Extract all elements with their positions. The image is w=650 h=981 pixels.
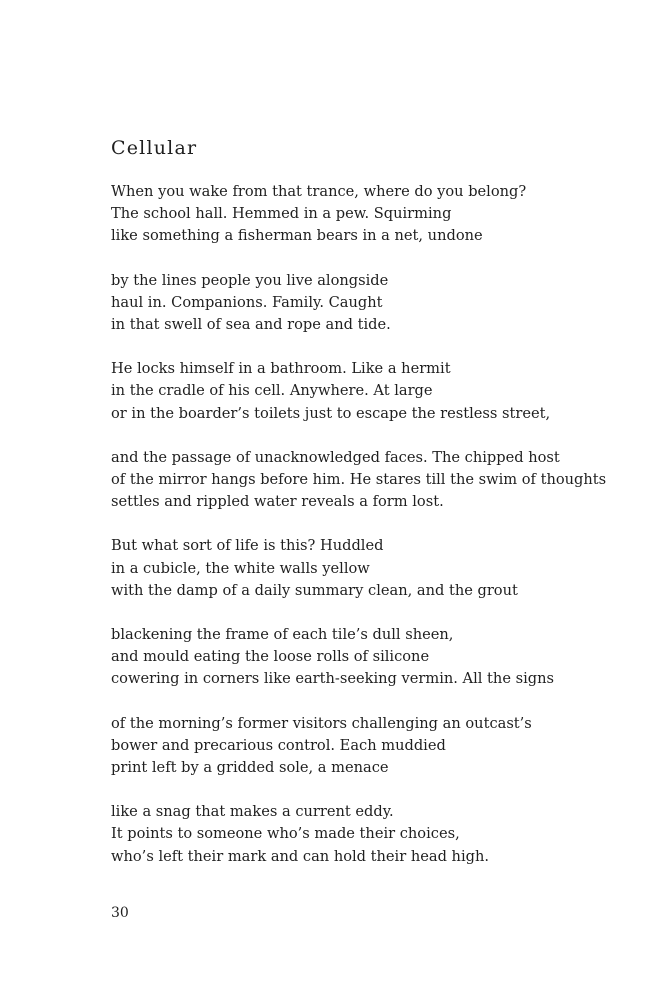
poem-line: of the mirror hangs before him. He stares till the swim of thoughts <box>111 471 607 489</box>
poem-line: or in the boarder’s toilets just to escape the restless street, <box>111 404 551 422</box>
stanza <box>111 358 631 425</box>
poem-line: who’s left their mark and can hold their head high. <box>111 847 490 865</box>
stanza <box>111 535 631 602</box>
stanza <box>111 801 631 868</box>
poem-line: It points to someone who’s made their choices, <box>111 825 460 843</box>
poem-line: When you wake from that trance, where do you belong? <box>111 183 527 200</box>
poem-line: The school hall. Hemmed in a pew. Squirming <box>111 205 452 223</box>
poem-line: like a snag that makes a current eddy. <box>111 803 394 821</box>
poem-line: bower and precarious control. Each muddied <box>111 736 446 754</box>
poem-line: and the passage of unacknowledged faces. The chipped host <box>111 448 560 466</box>
stanza <box>111 713 631 780</box>
stanza <box>111 447 631 514</box>
poem-line: settles and rippled water reveals a form lost. <box>111 493 444 511</box>
poem-line: in that swell of sea and rope and tide. <box>111 316 391 334</box>
poem-line: of the morning’s former visitors challenging an outcast’s <box>111 714 532 732</box>
poem-line: and mould eating the loose rolls of silicone <box>111 648 430 666</box>
poem-line: by the lines people you live alongside <box>111 271 389 289</box>
page-number: 30 <box>111 905 129 921</box>
poem-line: in the cradle of his cell. Anywhere. At large <box>111 382 433 400</box>
poem-line: He locks himself in a bathroom. Like a hermit <box>111 360 451 378</box>
poem-body <box>111 181 631 890</box>
stanza <box>111 181 631 248</box>
stanza <box>111 624 631 691</box>
stanza <box>111 270 631 337</box>
poem-line: with the damp of a daily summary clean, and the grout <box>111 581 518 599</box>
poem-line: blackening the frame of each tile’s dull sheen, <box>111 626 454 644</box>
poem-line: like something a fisherman bears in a net, undone <box>111 227 483 245</box>
poem-line: haul in. Companions. Family. Caught <box>111 293 383 311</box>
poem-line: print left by a gridded sole, a menace <box>111 759 389 777</box>
poem-title: Cellular <box>111 137 198 159</box>
poem-line: in a cubicle, the white walls yellow <box>111 559 370 577</box>
poem-line: cowering in corners like earth-seeking vermin. All the signs <box>111 670 554 688</box>
poem-line: But what sort of life is this? Huddled <box>111 537 384 555</box>
